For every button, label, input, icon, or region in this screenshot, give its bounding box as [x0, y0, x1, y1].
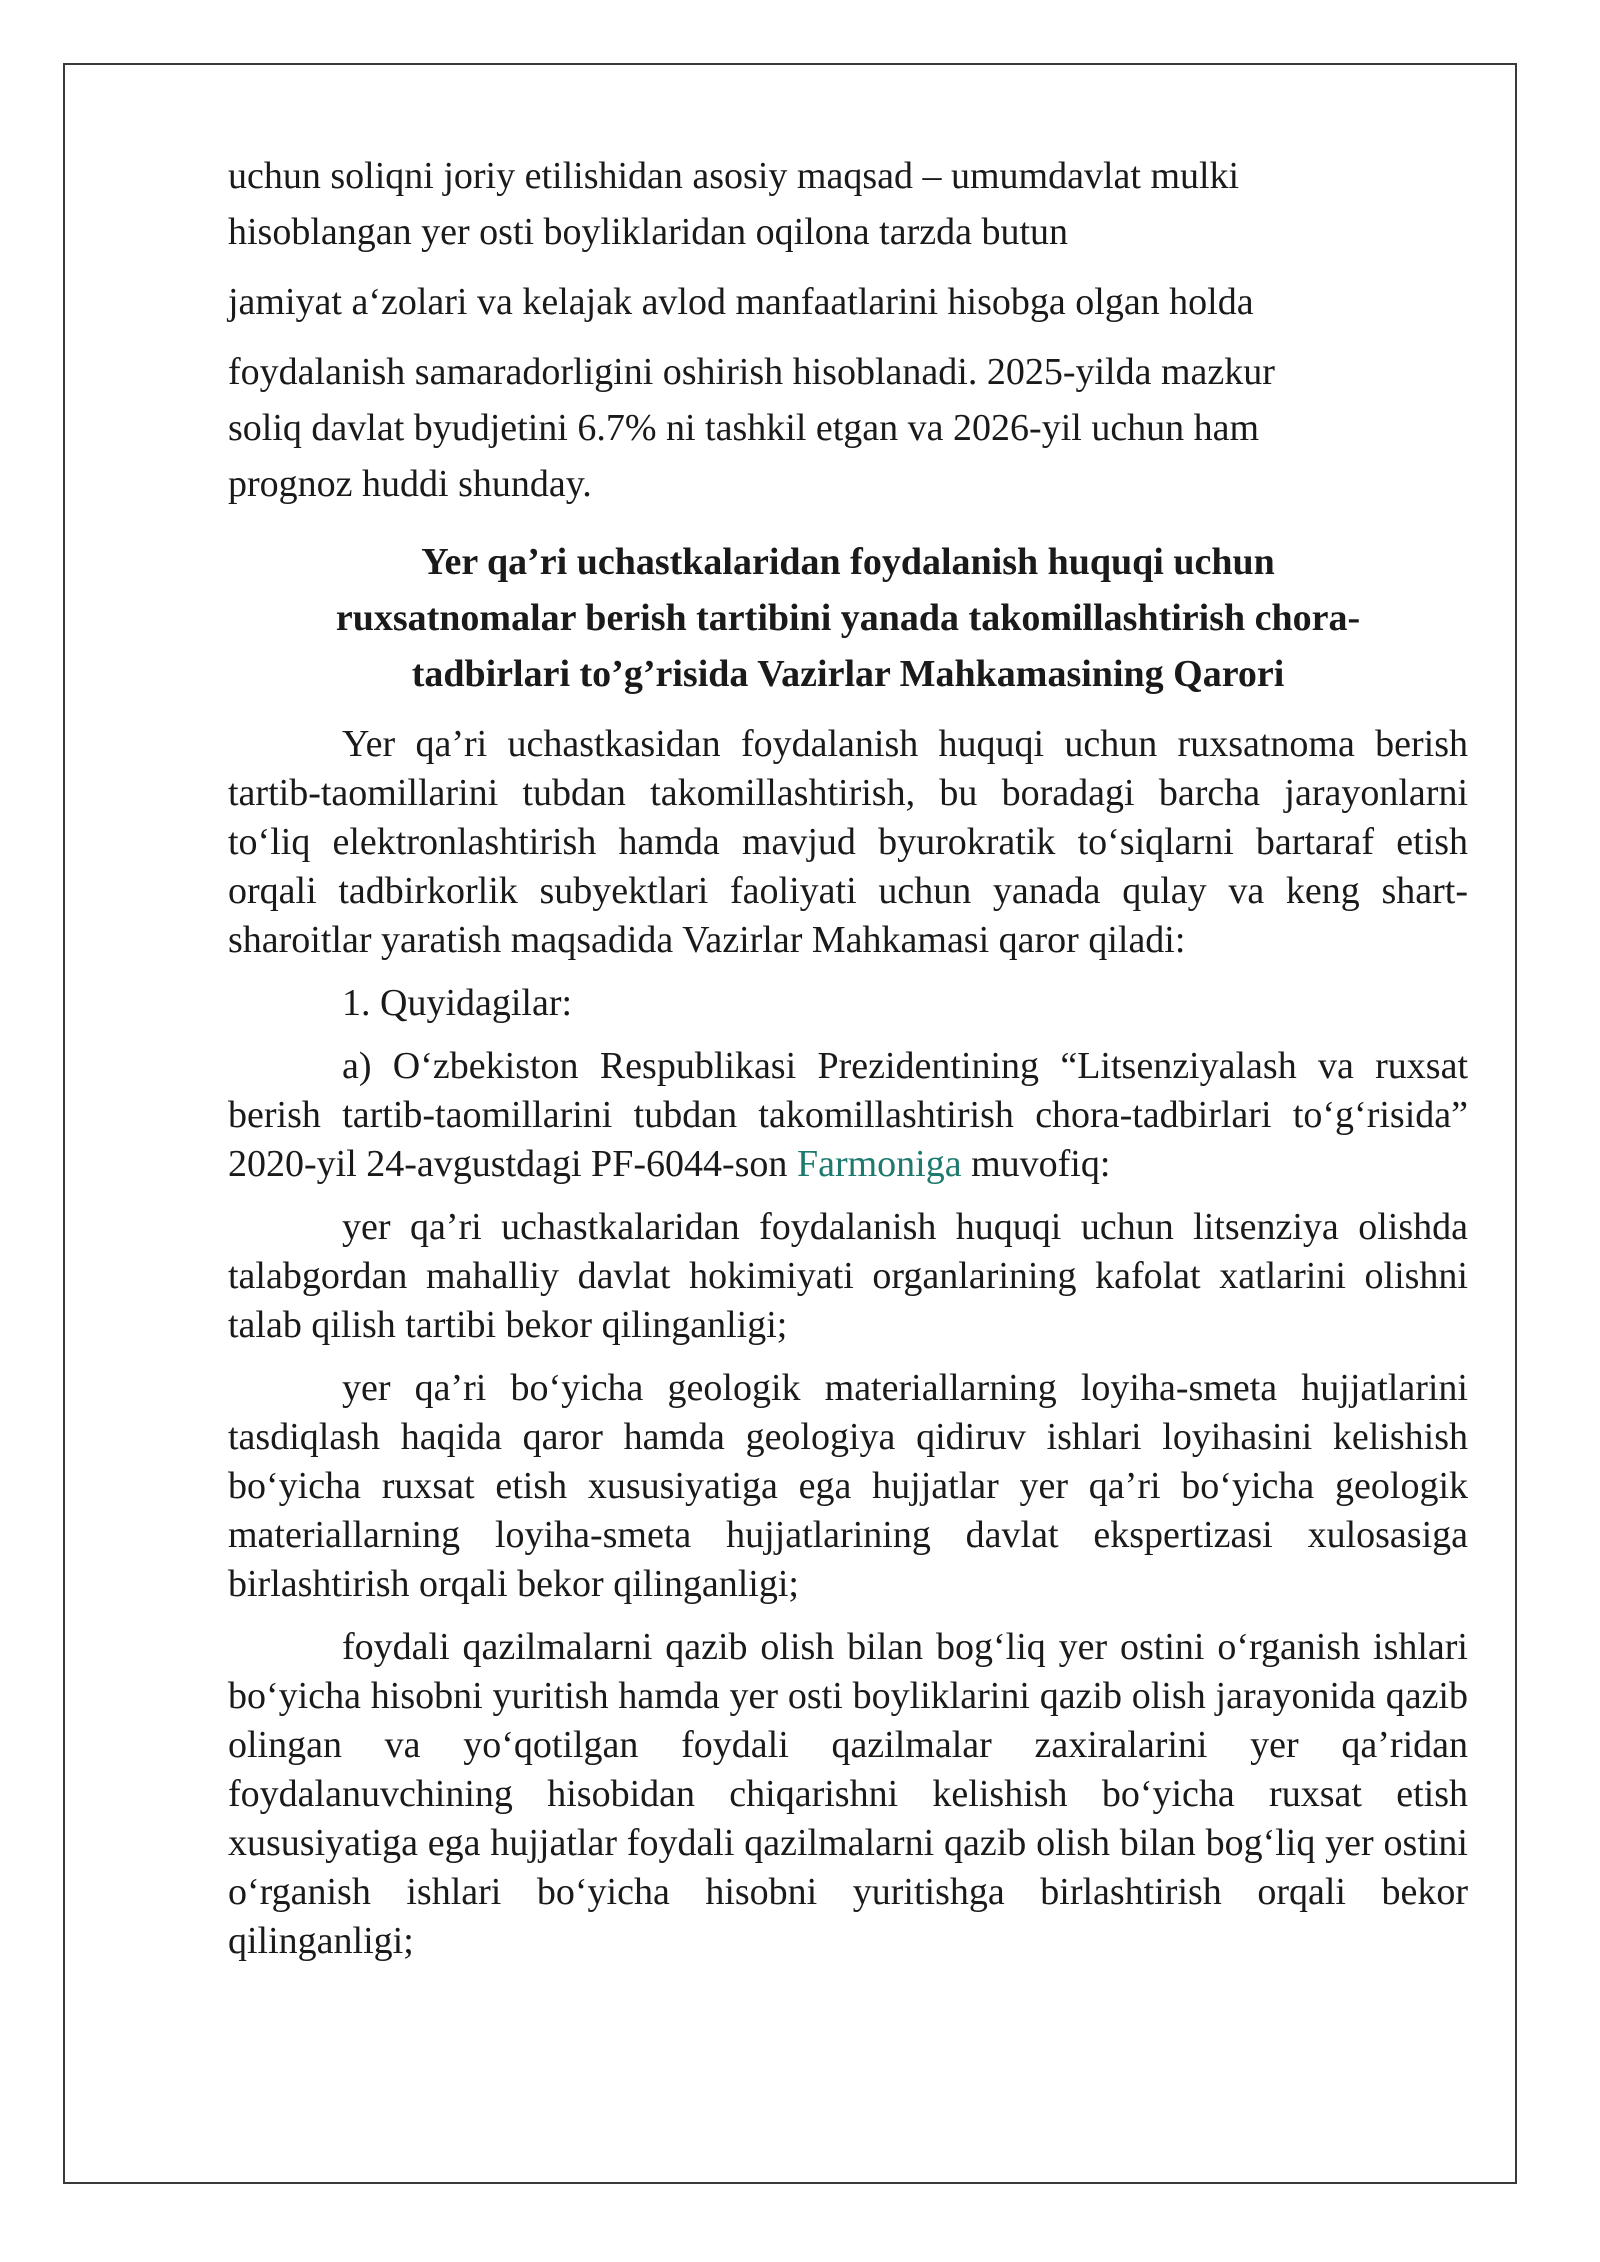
intro-line: jamiyat a‘zolari va kelajak avlod manfaatlarini hisobga olgan holda	[228, 281, 1254, 323]
title-line: tadbirlari to’g’risida Vazirlar Mahkamasining Qarori	[411, 653, 1285, 695]
farmoniga-link[interactable]: Farmoniga	[796, 1143, 962, 1185]
title-line: Yer qa’ri uchastkalaridan foydalanish huquqi uchun	[421, 541, 1275, 583]
title-line: ruxsatnomalar berish tartibini yanada takomillashtirish chora-	[335, 597, 1361, 639]
intro-line: uchun soliqni joriy etilishidan asosiy maqsad – umumdavlat mulki	[228, 155, 1240, 197]
paragraph-item-a	[228, 1042, 1468, 1189]
paragraph-preamble: Yer qa’ri uchastkasidan foydalanish huquqi uchun ruxsatnoma berish tartib-taomillarini tubdan takomillashtirish, bu boradagi barcha jarayonlarni to‘liq elektronlashtirish hamda mavjud byurokratik to‘siqlarni bartaraf etish orqali tadbirkorlik subyektlari faoliyati uchun yanada qulay va keng shart-sharoitlar yaratish maqsadida Vazirlar Mahkamasi qaror qiladi:	[228, 723, 1468, 961]
paragraph-text: a) O‘zbekiston Respublikasi Prezidentining “Litsenziyalash va ruxsat berish tartib-taomillarini tubdan takomillashtirish chora-tadbirlari to‘g‘risida” 2020-yil 24-avgustdagi PF-6044-son	[228, 1045, 1468, 1185]
document-body	[228, 148, 1468, 1980]
paragraph-text: muvofiq:	[961, 1143, 1111, 1185]
intro-block	[228, 148, 1468, 512]
paragraph-item-1: 1. Quyidagilar:	[342, 982, 573, 1024]
intro-line: hisoblangan yer osti boyliklaridan oqilona tarzda butun	[228, 211, 1069, 253]
paragraph-clause: yer qa’ri bo‘yicha geologik materiallarning loyiha-smeta hujjatlarini tasdiqlash haqida qaror hamda geologiya qidiruv ishlari loyihasini kelishish bo‘yicha ruxsat etish xususiyatiga ega hujjatlar yer qa’ri bo‘yicha geologik materiallarning loyiha-smeta hujjatlarining davlat ekspertizasi xulosasiga birlashtirish orqali bekor qilinganligi;	[228, 1367, 1468, 1605]
intro-line: soliq davlat byudjetini 6.7% ni tashkil etgan va 2026-yil uchun ham	[228, 407, 1260, 449]
intro-line: prognoz huddi shunday.	[228, 463, 592, 505]
paragraph-clause: yer qa’ri uchastkalaridan foydalanish huquqi uchun litsenziya olishda talabgordan mahalliy davlat hokimiyati organlarining kafolat xatlarini olishni talab qilish tartibi bekor qilinganligi;	[228, 1206, 1468, 1346]
document-title	[228, 534, 1468, 702]
paragraph-clause: foydali qazilmalarni qazib olish bilan bog‘liq yer ostini o‘rganish ishlari bo‘yicha hisobni yuritish hamda yer osti boyliklarini qazib olish jarayonida qazib olingan va yo‘qotilgan foydali qazilmalar zaxiralarini yer qa’ridan foydalanuvchining hisobidan chiqarishni kelishish bo‘yicha ruxsat etish xususiyatiga ega hujjatlar foydali qazilmalarni qazib olish bilan bog‘liq yer ostini o‘rganish ishlari bo‘yicha hisobni yuritishga birlashtirish orqali bekor qilinganligi;	[228, 1626, 1468, 1962]
intro-line: foydalanish samaradorligini oshirish hisoblanadi. 2025-yilda mazkur	[228, 351, 1275, 393]
